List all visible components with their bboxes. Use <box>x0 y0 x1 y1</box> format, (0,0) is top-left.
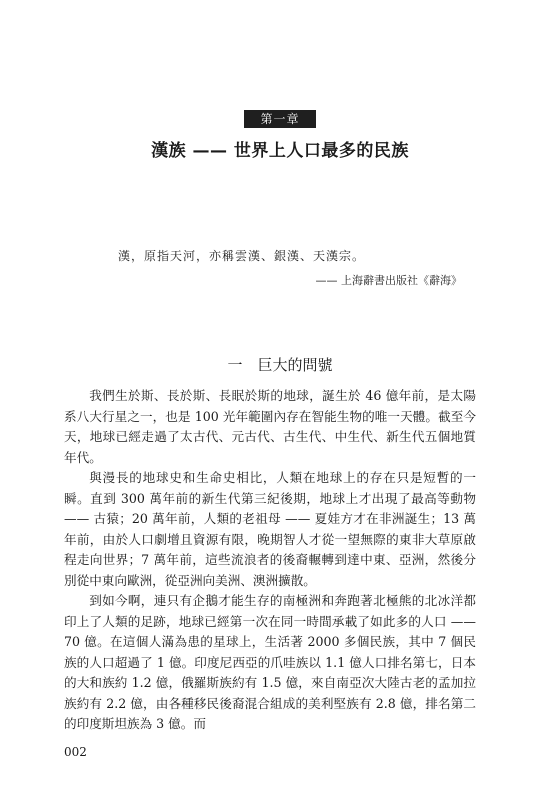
paragraph: 與漫長的地球史和生命史相比，人類在地球上的存在只是短暫的一瞬。直到 300 萬年前的新生代第三紀後期，地球上才出現了最高等動物 —— 古猿；20 萬年前，人類的老祖母 —— 夏娃方才在非洲誕生；13 萬年前，由於人口劇增且資源有限，晚期智人才從一望無際的東非大草原啟程走向世界；7 萬年前，這些流浪者的後裔輾轉到達中東、亞洲，然後分別從中東向歐洲，從亞洲向美洲、澳洲擴散。 <box>64 470 476 588</box>
epigraph-quote: 漢，原指天河，亦稱雲漢、銀漢、天漢宗。 <box>118 249 366 263</box>
chapter-title: 漢族 —— 世界上人口最多的民族 <box>151 141 409 161</box>
epigraph-source: —— 上海辭書出版社《辭海》 <box>315 274 462 287</box>
page-number: 002 <box>64 745 87 759</box>
body-text <box>64 386 476 735</box>
paragraph: 我們生於斯、長於斯、長眠於斯的地球，誕生於 46 億年前，是太陽系八大行星之一，也是 100 光年範圍內存在智能生物的唯一天體。截至今天，地球已經走過了太古代、元古代、古生代、中生代、新生代五個地質年代。 <box>64 388 476 465</box>
chapter-label: 第一章 <box>244 110 316 128</box>
paragraph: 到如今啊，連只有企鵝才能生存的南極洲和奔跑著北極熊的北冰洋都印上了人類的足跡，地球已經第一次在同一時間承載了如此多的人口 —— 70 億。在這個人滿為患的星球上，生活著 2000 多個民族，其中 7 個民族的人口超過了 1 億。印度尼西亞的爪哇族以 1.1 億人口排名第七，日本的大和族約 1.2 億，俄羅斯族約有 1.5 億，來自南亞次大陸古老的孟加拉族約有 2.2 億，由各種移民後裔混合組成的美利堅族有 2.8 億，排名第二的印度斯坦族為 3 億。而 <box>64 593 476 731</box>
section-heading: 一 巨大的問號 <box>227 356 333 374</box>
